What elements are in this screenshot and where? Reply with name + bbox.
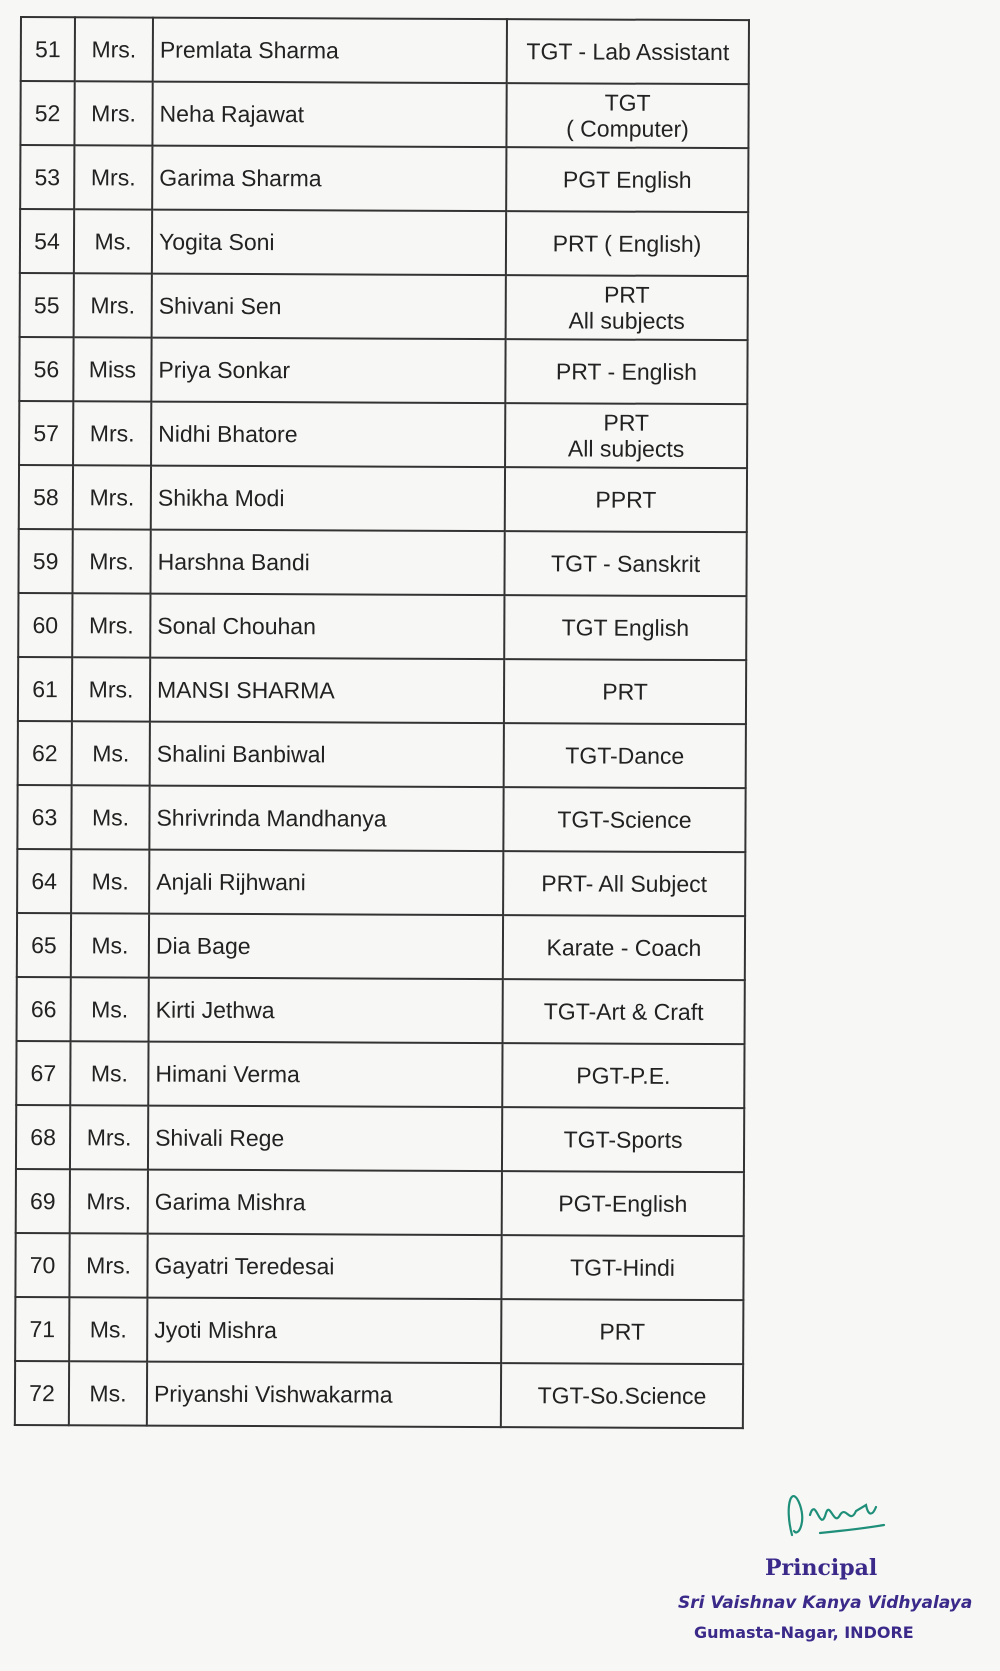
- principal-signature-block: [670, 1475, 990, 1665]
- staff-name-cell: Jyoti Mishra: [147, 1298, 501, 1364]
- staff-name-cell: Priya Sonkar: [151, 338, 505, 404]
- table-row: [17, 977, 745, 1044]
- designation-cell: TGT-Dance: [504, 723, 746, 788]
- staff-name-cell: Dia Bage: [149, 914, 503, 980]
- title-cell: Ms.: [69, 1297, 147, 1361]
- designation-cell: TGT - Sanskrit: [504, 531, 746, 596]
- title-cell: Mrs.: [73, 465, 151, 529]
- title-cell: Mrs.: [72, 529, 150, 593]
- title-cell: Mrs.: [70, 1105, 148, 1169]
- serial-number-cell: 67: [16, 1041, 70, 1105]
- table-row: [15, 1233, 743, 1300]
- serial-number-cell: 58: [19, 465, 73, 529]
- title-cell: Mrs.: [74, 145, 152, 209]
- title-cell: Ms.: [71, 785, 149, 849]
- stamp-title: Principal: [765, 1555, 878, 1581]
- staff-name-cell: Neha Rajawat: [152, 82, 506, 148]
- table-row: [20, 145, 748, 212]
- designation-cell: TGT ( Computer): [506, 83, 748, 148]
- stamp-school-name: Sri Vaishnav Kanya Vidhyalaya: [678, 1593, 973, 1613]
- designation-cell: TGT English: [504, 595, 746, 660]
- designation-cell: PRT All subjects: [506, 275, 748, 340]
- designation-cell: TGT-Sports: [502, 1107, 744, 1172]
- title-cell: Mrs.: [74, 273, 152, 337]
- designation-cell: PRT: [504, 659, 746, 724]
- signature-icon: [780, 1475, 900, 1555]
- serial-number-cell: 51: [21, 17, 75, 81]
- table-row: [19, 337, 747, 404]
- staff-name-cell: Himani Verma: [148, 1042, 502, 1108]
- staff-name-cell: Shikha Modi: [151, 466, 505, 532]
- table-row: [18, 529, 746, 596]
- table-row: [20, 209, 748, 276]
- designation-cell: TGT-Art & Craft: [503, 979, 745, 1044]
- staff-name-cell: Kirti Jethwa: [149, 978, 503, 1044]
- staff-name-cell: Harshna Bandi: [150, 530, 504, 596]
- title-cell: Mrs.: [70, 1169, 148, 1233]
- staff-name-cell: Shrivrinda Mandhanya: [149, 786, 503, 852]
- table-row: [18, 721, 746, 788]
- title-cell: Miss: [73, 337, 151, 401]
- title-cell: Mrs.: [69, 1233, 147, 1297]
- serial-number-cell: 60: [18, 593, 72, 657]
- table-row: [16, 1105, 744, 1172]
- designation-cell: PRT All subjects: [505, 403, 747, 468]
- staff-table-body: [15, 17, 749, 1428]
- designation-cell: TGT - Lab Assistant: [507, 19, 749, 84]
- designation-cell: PRT - English: [505, 339, 747, 404]
- staff-name-cell: Garima Sharma: [152, 146, 506, 212]
- serial-number-cell: 54: [20, 209, 74, 273]
- table-row: [15, 1297, 743, 1364]
- table-row: [18, 657, 746, 724]
- title-cell: Ms.: [74, 209, 152, 273]
- table-row: [17, 785, 745, 852]
- serial-number-cell: 63: [17, 785, 71, 849]
- serial-number-cell: 72: [15, 1361, 69, 1425]
- serial-number-cell: 61: [18, 657, 72, 721]
- designation-cell: TGT-Hindi: [501, 1235, 743, 1300]
- serial-number-cell: 68: [16, 1105, 70, 1169]
- designation-cell: PGT English: [506, 147, 748, 212]
- staff-name-cell: Priyanshi Vishwakarma: [147, 1362, 501, 1428]
- serial-number-cell: 56: [19, 337, 73, 401]
- title-cell: Mrs.: [74, 81, 152, 145]
- designation-cell: PRT: [501, 1299, 743, 1364]
- staff-name-cell: Premlata Sharma: [153, 18, 507, 84]
- staff-name-cell: Sonal Chouhan: [150, 594, 504, 660]
- table-row: [16, 1169, 744, 1236]
- staff-name-cell: Garima Mishra: [148, 1170, 502, 1236]
- serial-number-cell: 57: [19, 401, 73, 465]
- staff-name-cell: Anjali Rijhwani: [149, 850, 503, 916]
- title-cell: Mrs.: [75, 17, 153, 81]
- title-cell: Ms.: [71, 977, 149, 1041]
- title-cell: Ms.: [70, 1041, 148, 1105]
- designation-cell: Karate - Coach: [503, 915, 745, 980]
- designation-cell: PRT- All Subject: [503, 851, 745, 916]
- table-row: [17, 913, 745, 980]
- serial-number-cell: 62: [18, 721, 72, 785]
- designation-cell: PGT-P.E.: [502, 1043, 744, 1108]
- stamp-place: Gumasta-Nagar, INDORE: [694, 1623, 914, 1642]
- designation-cell: TGT-So.Science: [501, 1363, 743, 1428]
- staff-name-cell: Shivali Rege: [148, 1106, 502, 1172]
- serial-number-cell: 70: [15, 1233, 69, 1297]
- designation-cell: TGT-Science: [503, 787, 745, 852]
- table-row: [15, 1361, 743, 1428]
- staff-name-cell: Yogita Soni: [152, 210, 506, 276]
- table-row: [19, 465, 747, 532]
- table-row: [21, 17, 749, 84]
- table-row: [19, 401, 747, 468]
- title-cell: Ms.: [71, 849, 149, 913]
- table-row: [20, 81, 748, 148]
- table-row: [18, 593, 746, 660]
- staff-table: [14, 16, 750, 1429]
- designation-cell: PRT ( English): [506, 211, 748, 276]
- staff-name-cell: Shalini Banbiwal: [150, 722, 504, 788]
- table-row: [20, 273, 748, 340]
- staff-name-cell: Shivani Sen: [152, 274, 506, 340]
- title-cell: Ms.: [71, 913, 149, 977]
- serial-number-cell: 65: [17, 913, 71, 977]
- staff-name-cell: Gayatri Teredesai: [147, 1234, 501, 1300]
- serial-number-cell: 69: [16, 1169, 70, 1233]
- serial-number-cell: 66: [17, 977, 71, 1041]
- table-row: [16, 1041, 744, 1108]
- title-cell: Mrs.: [73, 401, 151, 465]
- serial-number-cell: 52: [20, 81, 74, 145]
- serial-number-cell: 55: [20, 273, 74, 337]
- table-row: [17, 849, 745, 916]
- staff-name-cell: MANSI SHARMA: [150, 658, 504, 724]
- serial-number-cell: 64: [17, 849, 71, 913]
- designation-cell: PGT-English: [502, 1171, 744, 1236]
- staff-name-cell: Nidhi Bhatore: [151, 402, 505, 468]
- title-cell: Mrs.: [72, 593, 150, 657]
- title-cell: Mrs.: [72, 657, 150, 721]
- serial-number-cell: 59: [18, 529, 72, 593]
- title-cell: Ms.: [72, 721, 150, 785]
- title-cell: Ms.: [69, 1361, 147, 1425]
- designation-cell: PPRT: [505, 467, 747, 532]
- serial-number-cell: 53: [20, 145, 74, 209]
- serial-number-cell: 71: [15, 1297, 69, 1361]
